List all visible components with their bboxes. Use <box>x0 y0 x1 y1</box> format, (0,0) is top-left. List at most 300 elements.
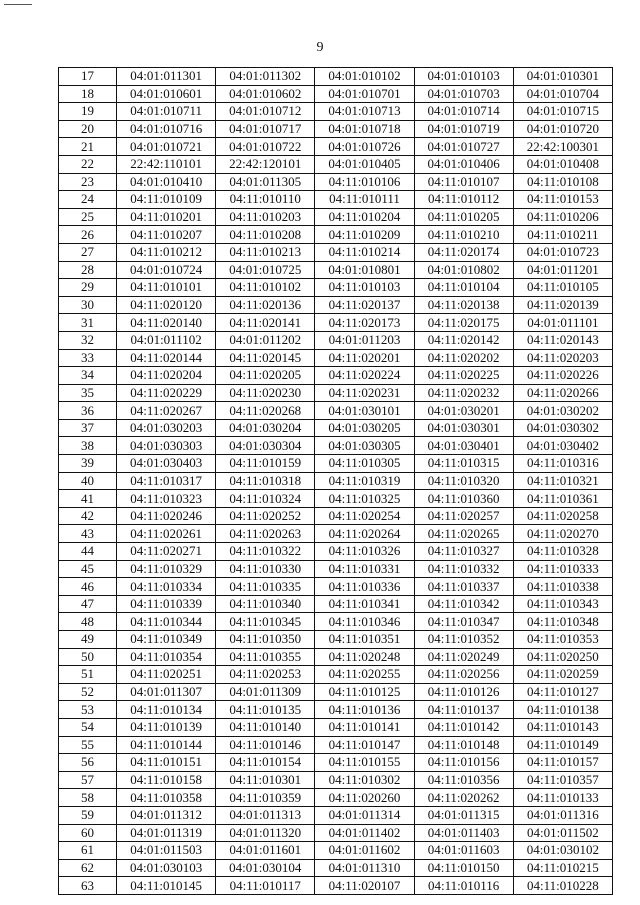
cadastral-code-cell: 04:11:010361 <box>513 490 612 508</box>
cadastral-code-cell: 04:01:030203 <box>117 419 216 437</box>
cadastral-code-cell: 04:11:010133 <box>513 789 612 807</box>
cadastral-code-cell: 04:11:010139 <box>117 718 216 736</box>
page-number: 9 <box>316 40 324 55</box>
cadastral-code-cell: 04:11:010337 <box>414 578 513 596</box>
cadastral-code-cell: 04:11:010332 <box>414 560 513 578</box>
cadastral-code-cell: 04:01:010712 <box>216 103 315 121</box>
table-row <box>59 490 613 508</box>
cadastral-code-cell: 04:11:010334 <box>117 578 216 596</box>
table-row <box>59 543 613 561</box>
cadastral-code-cell: 04:01:011309 <box>216 683 315 701</box>
cadastral-code-cell: 04:11:020142 <box>414 331 513 349</box>
cadastral-code-cell: 04:11:010213 <box>216 243 315 261</box>
cadastral-code-cell: 04:11:010333 <box>513 560 612 578</box>
cadastral-code-cell: 04:11:020225 <box>414 367 513 385</box>
table-row <box>59 842 613 860</box>
cadastral-code-cell: 04:11:010159 <box>216 455 315 473</box>
table-row <box>59 331 613 349</box>
cadastral-code-cell: 04:11:010150 <box>414 859 513 877</box>
cadastral-code-cell: 04:01:010103 <box>414 68 513 86</box>
table-row <box>59 631 613 649</box>
cadastral-code-cell: 04:11:010103 <box>315 279 414 297</box>
table-row <box>59 613 613 631</box>
cadastral-code-cell: 04:01:011316 <box>513 806 612 824</box>
row-number-cell: 20 <box>59 120 117 138</box>
table-row <box>59 419 613 437</box>
row-number-cell: 60 <box>59 824 117 842</box>
cadastral-code-cell: 04:11:010329 <box>117 560 216 578</box>
cadastral-code-cell: 04:11:010151 <box>117 754 216 772</box>
cadastral-code-cell: 04:11:020205 <box>216 367 315 385</box>
table-row <box>59 120 613 138</box>
cadastral-code-cell: 04:11:010351 <box>315 631 414 649</box>
cadastral-code-cell: 04:11:010207 <box>117 226 216 244</box>
cadastral-code-cell: 04:01:011102 <box>117 331 216 349</box>
cadastral-code-cell: 04:01:010704 <box>513 85 612 103</box>
cadastral-code-cell: 04:11:020261 <box>117 525 216 543</box>
table-row <box>59 367 613 385</box>
corner-mark <box>4 4 32 5</box>
row-number-cell: 35 <box>59 384 117 402</box>
cadastral-code-cell: 04:11:010155 <box>315 754 414 772</box>
cadastral-code-cell: 04:11:010330 <box>216 560 315 578</box>
cadastral-code-cell: 04:11:020231 <box>315 384 414 402</box>
row-number-cell: 28 <box>59 261 117 279</box>
row-number-cell: 45 <box>59 560 117 578</box>
row-number-cell: 59 <box>59 806 117 824</box>
row-number-cell: 34 <box>59 367 117 385</box>
cadastral-code-cell: 04:11:010323 <box>117 490 216 508</box>
cadastral-code-cell: 04:01:010719 <box>414 120 513 138</box>
table-row <box>59 279 613 297</box>
cadastral-code-cell: 04:11:020258 <box>513 507 612 525</box>
cadastral-code-cell: 04:11:010317 <box>117 472 216 490</box>
row-number-cell: 51 <box>59 666 117 684</box>
cadastral-code-cell: 04:01:011203 <box>315 331 414 349</box>
cadastral-code-cell: 04:11:010143 <box>513 718 612 736</box>
cadastral-code-cell: 04:11:020271 <box>117 543 216 561</box>
cadastral-code-cell: 04:11:010137 <box>414 701 513 719</box>
cadastral-code-cell: 04:11:010212 <box>117 243 216 261</box>
cadastral-code-cell: 04:11:020264 <box>315 525 414 543</box>
cadastral-code-cell: 04:01:030403 <box>117 455 216 473</box>
cadastral-code-cell: 04:11:010355 <box>216 648 315 666</box>
cadastral-code-cell: 04:11:020175 <box>414 314 513 332</box>
row-number-cell: 31 <box>59 314 117 332</box>
cadastral-code-cell: 04:11:020139 <box>513 296 612 314</box>
cadastral-code-cell: 04:11:010354 <box>117 648 216 666</box>
cadastral-code-cell: 04:11:020262 <box>414 789 513 807</box>
cadastral-code-cell: 04:01:010725 <box>216 261 315 279</box>
table-row <box>59 208 613 226</box>
cadastral-code-cell: 04:11:020136 <box>216 296 315 314</box>
table-row <box>59 789 613 807</box>
cadastral-code-cell: 04:01:010711 <box>117 103 216 121</box>
row-number-cell: 62 <box>59 859 117 877</box>
cadastral-code-cell: 04:11:010105 <box>513 279 612 297</box>
table-row <box>59 824 613 842</box>
cadastral-code-cell: 22:42:120101 <box>216 155 315 173</box>
row-number-cell: 39 <box>59 455 117 473</box>
cadastral-code-cell: 04:11:010358 <box>117 789 216 807</box>
cadastral-code-cell: 04:11:010138 <box>513 701 612 719</box>
cadastral-code-cell: 04:01:030202 <box>513 402 612 420</box>
cadastral-code-cell: 04:01:010727 <box>414 138 513 156</box>
row-number-cell: 53 <box>59 701 117 719</box>
cadastral-code-cell: 04:01:030301 <box>414 419 513 437</box>
cadastral-code-cell: 04:11:010322 <box>216 543 315 561</box>
cadastral-code-cell: 04:01:011101 <box>513 314 612 332</box>
cadastral-code-cell: 04:11:010302 <box>315 771 414 789</box>
cadastral-code-cell: 04:11:010327 <box>414 543 513 561</box>
cadastral-code-cell: 04:11:010214 <box>315 243 414 261</box>
cadastral-code-cell: 04:01:030102 <box>513 842 612 860</box>
cadastral-code-cell: 04:01:011503 <box>117 842 216 860</box>
cadastral-code-cell: 04:11:010104 <box>414 279 513 297</box>
cadastral-code-cell: 04:11:010127 <box>513 683 612 701</box>
cadastral-code-cell: 04:01:010601 <box>117 85 216 103</box>
cadastral-code-cell: 04:11:010210 <box>414 226 513 244</box>
cadastral-code-cell: 04:11:020251 <box>117 666 216 684</box>
cadastral-code-cell: 04:01:011305 <box>216 173 315 191</box>
table-row <box>59 138 613 156</box>
table-row <box>59 666 613 684</box>
row-number-cell: 18 <box>59 85 117 103</box>
cadastral-code-cell: 04:01:011307 <box>117 683 216 701</box>
cadastral-code-cell: 04:01:010301 <box>513 68 612 86</box>
row-number-cell: 17 <box>59 68 117 86</box>
cadastral-code-cell: 04:11:020256 <box>414 666 513 684</box>
cadastral-code-cell: 04:01:010406 <box>414 155 513 173</box>
cadastral-code-cell: 04:01:011310 <box>315 859 414 877</box>
cadastral-code-cell: 04:01:010720 <box>513 120 612 138</box>
cadastral-code-cell: 04:11:010325 <box>315 490 414 508</box>
row-number-cell: 23 <box>59 173 117 191</box>
row-number-cell: 33 <box>59 349 117 367</box>
table-row <box>59 314 613 332</box>
cadastral-code-cell: 04:11:020143 <box>513 331 612 349</box>
cadastral-code-cell: 04:11:010342 <box>414 595 513 613</box>
cadastral-code-cell: 04:11:010201 <box>117 208 216 226</box>
cadastral-code-cell: 04:11:010209 <box>315 226 414 244</box>
cadastral-code-cell: 04:11:010125 <box>315 683 414 701</box>
cadastral-code-cell: 04:11:010328 <box>513 543 612 561</box>
row-number-cell: 57 <box>59 771 117 789</box>
row-number-cell: 30 <box>59 296 117 314</box>
cadastral-code-cell: 04:11:020249 <box>414 648 513 666</box>
cadastral-code-cell: 04:11:020248 <box>315 648 414 666</box>
row-number-cell: 32 <box>59 331 117 349</box>
table-row <box>59 578 613 596</box>
cadastral-code-cell: 04:11:010359 <box>216 789 315 807</box>
cadastral-code-cell: 04:11:020265 <box>414 525 513 543</box>
cadastral-code-cell: 04:11:010305 <box>315 455 414 473</box>
table-row <box>59 507 613 525</box>
cadastral-code-cell: 04:01:030302 <box>513 419 612 437</box>
cadastral-code-cell: 04:01:010723 <box>513 243 612 261</box>
cadastral-code-cell: 04:11:010109 <box>117 191 216 209</box>
table-row <box>59 595 613 613</box>
row-number-cell: 52 <box>59 683 117 701</box>
table-row <box>59 754 613 772</box>
table-row <box>59 191 613 209</box>
row-number-cell: 47 <box>59 595 117 613</box>
cadastral-code-cell: 04:11:020173 <box>315 314 414 332</box>
cadastral-code-cell: 04:11:010338 <box>513 578 612 596</box>
cadastral-code-cell: 04:11:010108 <box>513 173 612 191</box>
cadastral-code-cell: 04:01:010724 <box>117 261 216 279</box>
cadastral-code-cell: 04:11:010141 <box>315 718 414 736</box>
cadastral-code-cell: 04:01:010410 <box>117 173 216 191</box>
cadastral-code-cell: 04:11:010211 <box>513 226 612 244</box>
cadastral-codes-table <box>58 67 613 895</box>
cadastral-code-cell: 04:11:010318 <box>216 472 315 490</box>
cadastral-code-cell: 04:11:010111 <box>315 191 414 209</box>
cadastral-code-cell: 04:11:010157 <box>513 754 612 772</box>
cadastral-code-cell: 04:01:011319 <box>117 824 216 842</box>
cadastral-code-cell: 04:11:020263 <box>216 525 315 543</box>
cadastral-code-cell: 04:01:011202 <box>216 331 315 349</box>
cadastral-code-cell: 04:01:011403 <box>414 824 513 842</box>
cadastral-code-cell: 04:11:020229 <box>117 384 216 402</box>
cadastral-code-cell: 04:01:030201 <box>414 402 513 420</box>
cadastral-code-cell: 04:01:011315 <box>414 806 513 824</box>
cadastral-code-cell: 04:11:020120 <box>117 296 216 314</box>
table-row <box>59 701 613 719</box>
table-row <box>59 85 613 103</box>
cadastral-code-cell: 04:01:011603 <box>414 842 513 860</box>
cadastral-code-cell: 04:11:020145 <box>216 349 315 367</box>
table-row <box>59 402 613 420</box>
cadastral-code-cell: 04:11:020226 <box>513 367 612 385</box>
table-row <box>59 226 613 244</box>
table-row <box>59 455 613 473</box>
row-number-cell: 58 <box>59 789 117 807</box>
cadastral-code-cell: 04:01:010802 <box>414 261 513 279</box>
row-number-cell: 54 <box>59 718 117 736</box>
cadastral-code-cell: 04:01:011302 <box>216 68 315 86</box>
cadastral-code-cell: 04:11:010149 <box>513 736 612 754</box>
table-row <box>59 736 613 754</box>
table-row <box>59 648 613 666</box>
cadastral-code-cell: 04:01:011602 <box>315 842 414 860</box>
cadastral-code-cell: 04:11:020266 <box>513 384 612 402</box>
row-number-cell: 46 <box>59 578 117 596</box>
row-number-cell: 44 <box>59 543 117 561</box>
cadastral-code-cell: 04:11:010146 <box>216 736 315 754</box>
cadastral-code-cell: 04:11:020174 <box>414 243 513 261</box>
cadastral-code-cell: 04:11:020202 <box>414 349 513 367</box>
cadastral-code-cell: 04:11:010348 <box>513 613 612 631</box>
table-row <box>59 173 613 191</box>
cadastral-code-cell: 04:11:010228 <box>513 877 612 895</box>
cadastral-code-cell: 04:11:010353 <box>513 631 612 649</box>
cadastral-code-cell: 04:11:020255 <box>315 666 414 684</box>
cadastral-code-cell: 04:11:020224 <box>315 367 414 385</box>
cadastral-code-cell: 04:01:011313 <box>216 806 315 824</box>
cadastral-code-cell: 04:11:010349 <box>117 631 216 649</box>
cadastral-code-cell: 04:01:030205 <box>315 419 414 437</box>
row-number-cell: 36 <box>59 402 117 420</box>
cadastral-code-cell: 04:01:010713 <box>315 103 414 121</box>
cadastral-code-cell: 04:11:020107 <box>315 877 414 895</box>
row-number-cell: 22 <box>59 155 117 173</box>
row-number-cell: 56 <box>59 754 117 772</box>
cadastral-code-cell: 04:11:020253 <box>216 666 315 684</box>
cadastral-code-cell: 04:01:030303 <box>117 437 216 455</box>
cadastral-code-cell: 04:11:010102 <box>216 279 315 297</box>
row-number-cell: 21 <box>59 138 117 156</box>
cadastral-code-cell: 04:01:010701 <box>315 85 414 103</box>
cadastral-code-cell: 04:11:010347 <box>414 613 513 631</box>
cadastral-code-cell: 04:11:010326 <box>315 543 414 561</box>
row-number-cell: 40 <box>59 472 117 490</box>
row-number-cell: 26 <box>59 226 117 244</box>
cadastral-code-cell: 04:11:010147 <box>315 736 414 754</box>
table-row <box>59 296 613 314</box>
cadastral-code-cell: 04:01:011312 <box>117 806 216 824</box>
cadastral-code-cell: 04:11:010344 <box>117 613 216 631</box>
cadastral-code-cell: 04:01:010602 <box>216 85 315 103</box>
cadastral-code-cell: 04:11:010148 <box>414 736 513 754</box>
cadastral-code-cell: 04:11:010107 <box>414 173 513 191</box>
table-row <box>59 806 613 824</box>
table-row <box>59 525 613 543</box>
cadastral-code-cell: 04:11:010356 <box>414 771 513 789</box>
cadastral-code-cell: 04:11:010154 <box>216 754 315 772</box>
row-number-cell: 37 <box>59 419 117 437</box>
cadastral-code-cell: 04:01:010714 <box>414 103 513 121</box>
table-row <box>59 560 613 578</box>
cadastral-code-cell: 04:11:010112 <box>414 191 513 209</box>
row-number-cell: 19 <box>59 103 117 121</box>
cadastral-code-cell: 04:11:010142 <box>414 718 513 736</box>
cadastral-code-cell: 04:11:010208 <box>216 226 315 244</box>
table-body <box>59 68 613 895</box>
cadastral-code-cell: 04:11:020267 <box>117 402 216 420</box>
cadastral-code-cell: 04:11:010320 <box>414 472 513 490</box>
table-row <box>59 155 613 173</box>
cadastral-code-cell: 22:42:100301 <box>513 138 612 156</box>
cadastral-code-cell: 04:01:030304 <box>216 437 315 455</box>
cadastral-code-cell: 04:11:010153 <box>513 191 612 209</box>
cadastral-code-cell: 04:11:010203 <box>216 208 315 226</box>
table-row <box>59 771 613 789</box>
cadastral-code-cell: 04:01:010405 <box>315 155 414 173</box>
cadastral-code-cell: 04:01:030103 <box>117 859 216 877</box>
table-row <box>59 472 613 490</box>
cadastral-code-cell: 04:01:010718 <box>315 120 414 138</box>
cadastral-code-cell: 04:01:011201 <box>513 261 612 279</box>
cadastral-code-cell: 04:11:010145 <box>117 877 216 895</box>
cadastral-code-cell: 04:11:020268 <box>216 402 315 420</box>
cadastral-code-cell: 04:01:010717 <box>216 120 315 138</box>
cadastral-code-cell: 04:01:011502 <box>513 824 612 842</box>
cadastral-code-cell: 04:01:011320 <box>216 824 315 842</box>
row-number-cell: 27 <box>59 243 117 261</box>
cadastral-code-cell: 04:11:020144 <box>117 349 216 367</box>
cadastral-code-cell: 04:11:010158 <box>117 771 216 789</box>
cadastral-code-cell: 04:01:011402 <box>315 824 414 842</box>
row-number-cell: 63 <box>59 877 117 895</box>
cadastral-code-cell: 04:11:020252 <box>216 507 315 525</box>
cadastral-code-cell: 04:11:010116 <box>414 877 513 895</box>
cadastral-code-cell: 04:11:010316 <box>513 455 612 473</box>
cadastral-code-cell: 04:11:010321 <box>513 472 612 490</box>
cadastral-code-cell: 04:01:011314 <box>315 806 414 824</box>
cadastral-code-cell: 04:01:010726 <box>315 138 414 156</box>
cadastral-code-cell: 04:11:010340 <box>216 595 315 613</box>
cadastral-code-cell: 04:01:010801 <box>315 261 414 279</box>
cadastral-code-cell: 04:11:010360 <box>414 490 513 508</box>
cadastral-code-cell: 04:11:020137 <box>315 296 414 314</box>
table-row <box>59 349 613 367</box>
cadastral-code-cell: 04:11:010350 <box>216 631 315 649</box>
table-row <box>59 103 613 121</box>
row-number-cell: 42 <box>59 507 117 525</box>
table-row <box>59 859 613 877</box>
cadastral-code-cell: 04:11:010134 <box>117 701 216 719</box>
table-row <box>59 384 613 402</box>
cadastral-code-cell: 04:01:010721 <box>117 138 216 156</box>
row-number-cell: 29 <box>59 279 117 297</box>
cadastral-code-cell: 04:11:010346 <box>315 613 414 631</box>
cadastral-code-cell: 04:11:010156 <box>414 754 513 772</box>
cadastral-code-cell: 04:11:010341 <box>315 595 414 613</box>
cadastral-code-cell: 04:11:020232 <box>414 384 513 402</box>
cadastral-code-cell: 04:11:010117 <box>216 877 315 895</box>
row-number-cell: 43 <box>59 525 117 543</box>
cadastral-code-cell: 04:11:010343 <box>513 595 612 613</box>
cadastral-code-cell: 04:11:010336 <box>315 578 414 596</box>
table-row <box>59 68 613 86</box>
row-number-cell: 38 <box>59 437 117 455</box>
cadastral-code-cell: 04:11:010135 <box>216 701 315 719</box>
table-row <box>59 683 613 701</box>
cadastral-code-cell: 04:01:010102 <box>315 68 414 86</box>
cadastral-code-cell: 04:11:010301 <box>216 771 315 789</box>
row-number-cell: 49 <box>59 631 117 649</box>
cadastral-code-cell: 04:11:020259 <box>513 666 612 684</box>
row-number-cell: 55 <box>59 736 117 754</box>
cadastral-code-cell: 04:01:010408 <box>513 155 612 173</box>
cadastral-code-cell: 04:11:010144 <box>117 736 216 754</box>
cadastral-code-cell: 04:11:010106 <box>315 173 414 191</box>
cadastral-code-cell: 04:01:011301 <box>117 68 216 86</box>
row-number-cell: 24 <box>59 191 117 209</box>
cadastral-code-cell: 04:11:010352 <box>414 631 513 649</box>
cadastral-code-cell: 04:01:030402 <box>513 437 612 455</box>
cadastral-code-cell: 04:01:030204 <box>216 419 315 437</box>
cadastral-code-cell: 04:11:010335 <box>216 578 315 596</box>
cadastral-code-cell: 04:11:010339 <box>117 595 216 613</box>
cadastral-code-cell: 04:01:010703 <box>414 85 513 103</box>
cadastral-code-cell: 04:01:030104 <box>216 859 315 877</box>
table-row <box>59 877 613 895</box>
cadastral-code-cell: 04:01:010715 <box>513 103 612 121</box>
row-number-cell: 50 <box>59 648 117 666</box>
cadastral-code-cell: 04:11:010331 <box>315 560 414 578</box>
cadastral-code-cell: 04:11:010319 <box>315 472 414 490</box>
cadastral-code-cell: 04:11:020250 <box>513 648 612 666</box>
cadastral-code-cell: 04:11:010110 <box>216 191 315 209</box>
cadastral-code-cell: 04:11:020203 <box>513 349 612 367</box>
row-number-cell: 48 <box>59 613 117 631</box>
cadastral-code-cell: 04:11:020270 <box>513 525 612 543</box>
cadastral-code-cell: 04:11:020254 <box>315 507 414 525</box>
table-row <box>59 261 613 279</box>
table-row <box>59 437 613 455</box>
